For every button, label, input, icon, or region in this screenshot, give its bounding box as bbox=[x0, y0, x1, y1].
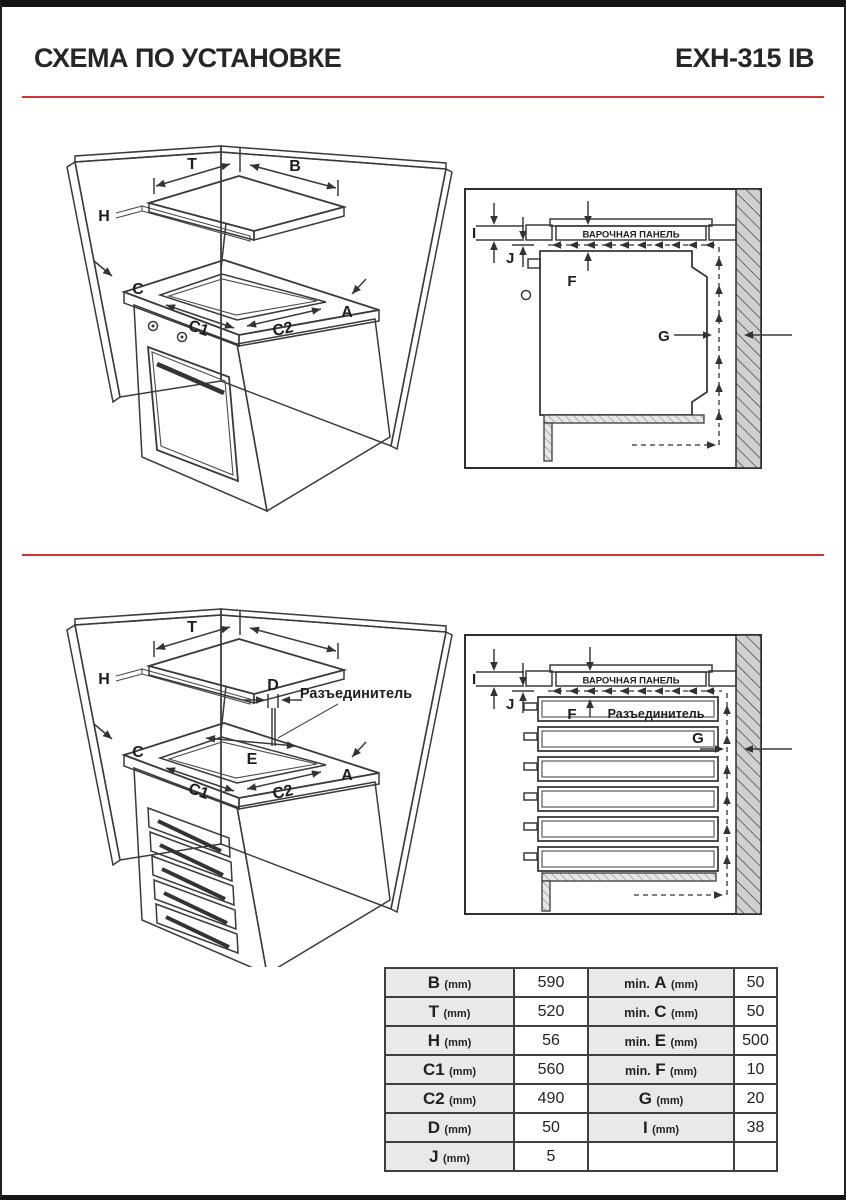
table-row bbox=[385, 1142, 777, 1171]
countertop bbox=[124, 260, 379, 346]
section-divider bbox=[22, 554, 824, 556]
table-row bbox=[385, 1026, 777, 1055]
dim-name-cell: min. C (mm) bbox=[588, 997, 734, 1026]
dim-value-cell: 520 bbox=[514, 997, 588, 1026]
wall-hatched bbox=[736, 635, 761, 914]
empty-cell bbox=[734, 1142, 777, 1171]
oven-cabinet bbox=[134, 305, 390, 511]
dim-name-cell: B (mm) bbox=[385, 968, 514, 997]
empty-cell bbox=[588, 1142, 734, 1171]
dim-label-C: C bbox=[132, 744, 144, 761]
dim-label-C: C bbox=[132, 281, 144, 298]
dim-label-E: E bbox=[246, 751, 258, 768]
dim-label-B: B bbox=[289, 158, 301, 175]
dim-value-cell: 5 bbox=[514, 1142, 588, 1171]
dim-value-cell: 10 bbox=[734, 1055, 777, 1084]
dim-name-cell: C2 (mm) bbox=[385, 1084, 514, 1113]
disconnector-callout bbox=[244, 677, 412, 746]
dim-name-cell: I (mm) bbox=[588, 1113, 734, 1142]
dim-name-cell: J (mm) bbox=[385, 1142, 514, 1171]
dim-value-cell: 56 bbox=[514, 1026, 588, 1055]
dim-E bbox=[206, 734, 297, 768]
dim-name-cell: D (mm) bbox=[385, 1113, 514, 1142]
dim-label-J: J bbox=[506, 696, 515, 713]
dim-label-F: F bbox=[567, 273, 577, 290]
model-number: EXH-315 IB bbox=[674, 43, 814, 73]
dim-label-I: I bbox=[472, 225, 477, 242]
dim-name-cell: min. E (mm) bbox=[588, 1026, 734, 1055]
dim-name-cell: C1 (mm) bbox=[385, 1055, 514, 1084]
top-section-diagram bbox=[464, 187, 796, 471]
disconnector-label: Разъединитель bbox=[299, 686, 413, 702]
dim-value-cell: 50 bbox=[514, 1113, 588, 1142]
dim-value-cell: 38 bbox=[734, 1113, 777, 1142]
dim-value-cell: 490 bbox=[514, 1084, 588, 1113]
dim-label-D: D bbox=[267, 677, 279, 694]
dim-label-G: G bbox=[692, 730, 704, 747]
dim-name-cell: min. F (mm) bbox=[588, 1055, 734, 1084]
cooktop-panel bbox=[116, 176, 344, 241]
dim-label-C1: C1 bbox=[186, 780, 211, 804]
table-row bbox=[385, 1084, 777, 1113]
disconnector-label: Разъединитель bbox=[607, 707, 705, 721]
dim-value-cell: 560 bbox=[514, 1055, 588, 1084]
dim-label-G: G bbox=[658, 328, 670, 345]
dim-name-cell: G (mm) bbox=[588, 1084, 734, 1113]
panel-label: ВАРОЧНАЯ ПАНЕЛЬ bbox=[582, 229, 680, 241]
table-row bbox=[385, 1055, 777, 1084]
dim-label-H: H bbox=[98, 208, 110, 225]
table-row bbox=[385, 1113, 777, 1142]
dim-value-cell: 50 bbox=[734, 997, 777, 1026]
dim-label-C2: C2 bbox=[271, 782, 295, 804]
dim-label-T: T bbox=[187, 156, 197, 173]
bottom-isometric-diagram bbox=[54, 582, 462, 967]
dim-value-cell: 20 bbox=[734, 1084, 777, 1113]
drawer-cabinet bbox=[134, 768, 390, 967]
dim-label-F: F bbox=[567, 706, 577, 723]
dim-label-J: J bbox=[506, 250, 515, 267]
dim-label-A: A bbox=[341, 304, 353, 321]
dim-label-I: I bbox=[472, 671, 477, 688]
dim-name-cell: H (mm) bbox=[385, 1026, 514, 1055]
header-divider bbox=[22, 96, 824, 98]
oven-handle bbox=[157, 364, 224, 393]
dim-value-cell: 50 bbox=[734, 968, 777, 997]
panel-label: ВАРОЧНАЯ ПАНЕЛЬ bbox=[582, 675, 680, 687]
dim-value-cell: 590 bbox=[514, 968, 588, 997]
table-row bbox=[385, 968, 777, 997]
top-isometric-diagram bbox=[54, 119, 462, 519]
dim-name-cell: T (mm) bbox=[385, 997, 514, 1026]
dim-name-cell: min. A (mm) bbox=[588, 968, 734, 997]
page-header bbox=[34, 43, 814, 74]
dim-label-H: H bbox=[98, 671, 110, 688]
table-row bbox=[385, 997, 777, 1026]
dim-label-C2: C2 bbox=[271, 319, 295, 341]
dimensions-table bbox=[384, 967, 778, 1172]
page-title: СХЕМА ПО УСТАНОВКЕ bbox=[34, 43, 342, 73]
dim-label-A: A bbox=[341, 767, 353, 784]
wall-hatched bbox=[736, 189, 761, 468]
dim-label-T: T bbox=[187, 619, 197, 636]
dim-value-cell: 500 bbox=[734, 1026, 777, 1055]
dim-label-C1: C1 bbox=[186, 317, 211, 341]
bottom-section-diagram bbox=[464, 633, 796, 917]
